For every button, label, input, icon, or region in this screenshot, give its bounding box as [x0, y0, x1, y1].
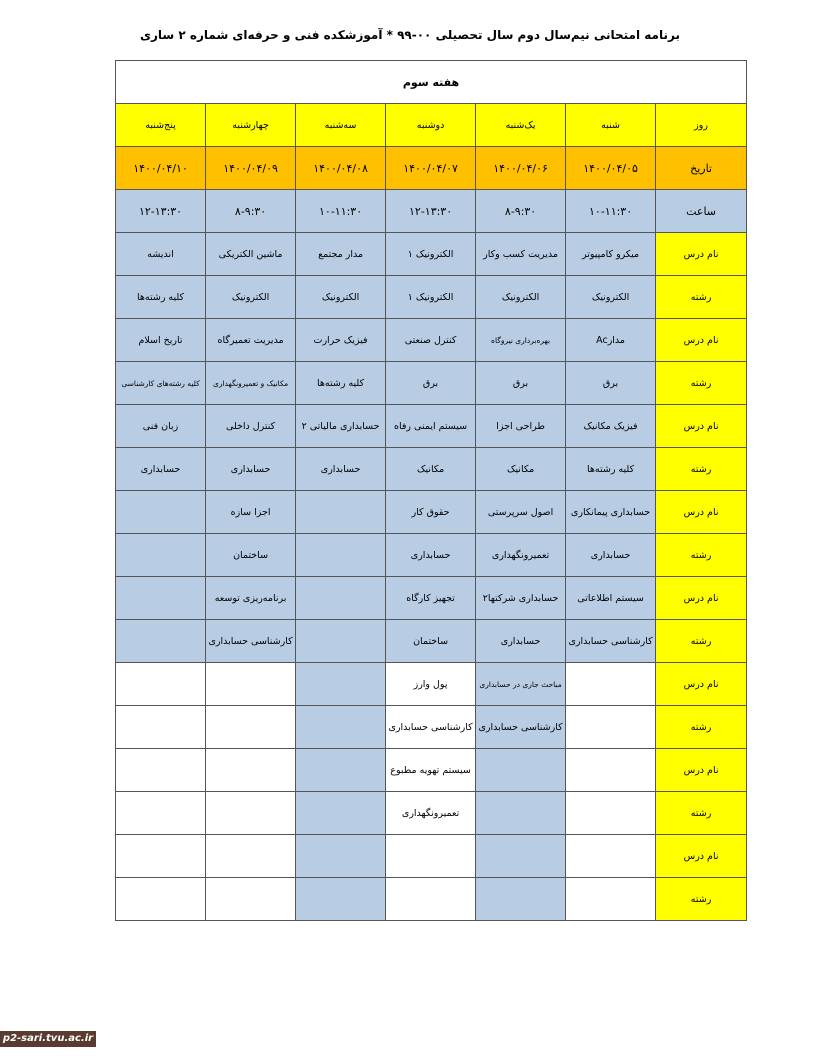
course-cell: برق — [566, 362, 656, 405]
course-cell — [476, 749, 566, 792]
course-cell — [116, 663, 206, 706]
course-cell: زبان فنی — [116, 405, 206, 448]
course-cell — [116, 706, 206, 749]
date-cell: ۱۴۰۰/۰۴/۱۰ — [116, 147, 206, 190]
course-cell: برق — [476, 362, 566, 405]
schedule-row — [116, 319, 747, 362]
day-cell: دوشنبه — [386, 104, 476, 147]
course-cell — [386, 835, 476, 878]
schedule-row — [116, 362, 747, 405]
course-cell: فیزیک حرارت — [296, 319, 386, 362]
course-cell — [206, 749, 296, 792]
course-cell — [566, 749, 656, 792]
course-cell: سیستم تهویه مطبوع — [386, 749, 476, 792]
row-label-cell: نام درس — [656, 749, 747, 792]
course-cell — [566, 792, 656, 835]
schedule-row — [116, 663, 747, 706]
time-cell: ۱۰-۱۱:۳۰ — [296, 190, 386, 233]
course-cell: کارشناسی حسابداری — [566, 620, 656, 663]
course-cell: حسابداری — [566, 534, 656, 577]
course-cell — [296, 491, 386, 534]
day-cell: پنج‌شنبه — [116, 104, 206, 147]
course-cell: مدیریت کسب وکار — [476, 233, 566, 276]
course-cell — [386, 878, 476, 921]
course-cell: اصول سرپرستی — [476, 491, 566, 534]
time-cell: ۱۲-۱۳:۳۰ — [386, 190, 476, 233]
schedule-row — [116, 448, 747, 491]
course-cell: تعمیرونگهداری — [476, 534, 566, 577]
row-label-cell: رشته — [656, 620, 747, 663]
row-label-cell: نام درس — [656, 233, 747, 276]
course-cell — [296, 534, 386, 577]
course-cell: کلیه رشته‌ها — [566, 448, 656, 491]
course-cell — [476, 792, 566, 835]
course-cell: تعمیرونگهداری — [386, 792, 476, 835]
course-cell: کنترل صنعتی — [386, 319, 476, 362]
course-cell — [116, 491, 206, 534]
course-cell: برنامه‌ریزی توسعه — [206, 577, 296, 620]
course-cell — [116, 835, 206, 878]
course-cell: حسابداری شرکتها۲ — [476, 577, 566, 620]
course-cell: ساختمان — [386, 620, 476, 663]
course-cell: سیستم ایمنی رفاه — [386, 405, 476, 448]
course-cell — [116, 878, 206, 921]
course-cell: کارشناسی حسابداری — [386, 706, 476, 749]
schedule-row — [116, 491, 747, 534]
course-cell — [116, 577, 206, 620]
course-cell: فیزیک مکانیک — [566, 405, 656, 448]
course-cell — [296, 577, 386, 620]
course-cell — [296, 835, 386, 878]
course-cell: اندیشه — [116, 233, 206, 276]
course-cell: الکترونیک ۱ — [386, 233, 476, 276]
course-cell: حسابداری — [386, 534, 476, 577]
days-row — [116, 104, 747, 147]
course-cell: حقوق کار — [386, 491, 476, 534]
date-cell: ۱۴۰۰/۰۴/۰۶ — [476, 147, 566, 190]
course-cell: کلیه رشته‌ها — [116, 276, 206, 319]
course-cell — [296, 620, 386, 663]
row-label-cell: رشته — [656, 878, 747, 921]
schedule-row — [116, 405, 747, 448]
course-cell — [206, 792, 296, 835]
course-cell — [116, 792, 206, 835]
course-cell — [296, 663, 386, 706]
course-cell: حسابداری — [476, 620, 566, 663]
dates-row — [116, 147, 747, 190]
course-cell: ساختمان — [206, 534, 296, 577]
row-label-cell: رشته — [656, 706, 747, 749]
course-cell: الکترونیک — [206, 276, 296, 319]
course-cell — [116, 620, 206, 663]
course-cell: الکترونیک — [566, 276, 656, 319]
row-label-cell: رشته — [656, 276, 747, 319]
schedule-row — [116, 792, 747, 835]
course-cell — [566, 663, 656, 706]
row-label-cell: نام درس — [656, 491, 747, 534]
course-cell: بهره‌برداری نیروگاه — [476, 319, 566, 362]
course-cell: الکترونیک ۱ — [386, 276, 476, 319]
times-row — [116, 190, 747, 233]
course-cell — [296, 706, 386, 749]
schedule-row — [116, 534, 747, 577]
course-cell — [116, 749, 206, 792]
course-cell: الکترونیک — [296, 276, 386, 319]
course-cell: میکرو کامپیوتر — [566, 233, 656, 276]
course-cell: حسابداری مالیاتی ۲ — [296, 405, 386, 448]
course-cell: الکترونیک — [476, 276, 566, 319]
row-label-cell: رشته — [656, 534, 747, 577]
schedule-row — [116, 749, 747, 792]
time-label-cell: ساعت — [656, 190, 747, 233]
course-cell: کارشناسی حسابداری — [206, 620, 296, 663]
course-cell — [296, 792, 386, 835]
course-cell — [566, 706, 656, 749]
course-cell: تجهیز کارگاه — [386, 577, 476, 620]
row-label-cell: نام درس — [656, 319, 747, 362]
course-cell: مکانیک و تعمیرونگهداری — [206, 362, 296, 405]
day-cell: یک‌شنبه — [476, 104, 566, 147]
course-cell: کنترل داخلی — [206, 405, 296, 448]
schedule-row — [116, 233, 747, 276]
schedule-row — [116, 276, 747, 319]
schedule-row — [116, 706, 747, 749]
schedule-row — [116, 878, 747, 921]
course-cell: حسابداری — [206, 448, 296, 491]
course-cell — [206, 663, 296, 706]
row-label-cell: رشته — [656, 362, 747, 405]
schedule-row — [116, 835, 747, 878]
course-cell — [476, 878, 566, 921]
course-cell: پول وارز — [386, 663, 476, 706]
course-cell: تاریخ اسلام — [116, 319, 206, 362]
exam-schedule-table — [115, 60, 747, 921]
date-cell: ۱۴۰۰/۰۴/۰۷ — [386, 147, 476, 190]
course-cell — [566, 835, 656, 878]
course-cell — [296, 749, 386, 792]
day-cell: سه‌شنبه — [296, 104, 386, 147]
course-cell — [206, 878, 296, 921]
course-cell: حسابداری — [296, 448, 386, 491]
week-header: هفته سوم — [116, 61, 747, 104]
day-label-cell: روز — [656, 104, 747, 147]
schedule-row — [116, 620, 747, 663]
course-cell — [566, 878, 656, 921]
course-cell: مباحث جاری در حسابداری — [476, 663, 566, 706]
course-cell: برق — [386, 362, 476, 405]
time-cell: ۸-۹:۳۰ — [206, 190, 296, 233]
site-logo: p2-sari.tvu.ac.ir — [0, 1031, 96, 1047]
schedule-row — [116, 577, 747, 620]
row-label-cell: نام درس — [656, 835, 747, 878]
course-cell — [116, 534, 206, 577]
course-cell — [206, 835, 296, 878]
row-label-cell: رشته — [656, 448, 747, 491]
course-cell — [476, 835, 566, 878]
date-cell: ۱۴۰۰/۰۴/۰۸ — [296, 147, 386, 190]
course-cell: ماشین الکتریکی — [206, 233, 296, 276]
day-cell: شنبه — [566, 104, 656, 147]
course-cell: مکانیک — [386, 448, 476, 491]
course-cell: سیستم اطلاعاتی — [566, 577, 656, 620]
row-label-cell: نام درس — [656, 663, 747, 706]
course-cell: حسابداری — [116, 448, 206, 491]
course-cell: حسابداری پیمانکاری — [566, 491, 656, 534]
time-cell: ۸-۹:۳۰ — [476, 190, 566, 233]
course-cell — [206, 706, 296, 749]
course-cell: کارشناسی حسابداری — [476, 706, 566, 749]
row-label-cell: رشته — [656, 792, 747, 835]
date-label-cell: تاریخ — [656, 147, 747, 190]
date-cell: ۱۴۰۰/۰۴/۰۵ — [566, 147, 656, 190]
course-cell: مدارAc — [566, 319, 656, 362]
row-label-cell: نام درس — [656, 577, 747, 620]
course-cell: کلیه رشته‌های کارشناسی — [116, 362, 206, 405]
course-cell: مدار مجتمع — [296, 233, 386, 276]
course-cell: مدیریت تعمیرگاه — [206, 319, 296, 362]
row-label-cell: نام درس — [656, 405, 747, 448]
course-cell: مکانیک — [476, 448, 566, 491]
day-cell: چهارشنبه — [206, 104, 296, 147]
time-cell: ۱۲-۱۳:۳۰ — [116, 190, 206, 233]
time-cell: ۱۰-۱۱:۳۰ — [566, 190, 656, 233]
date-cell: ۱۴۰۰/۰۴/۰۹ — [206, 147, 296, 190]
page-title: برنامه امتحانی نیم‌سال دوم سال تحصیلی ۰۰-۹۹ * آموزشکده فنی و حرفه‌ای شماره ۲ ساری — [140, 28, 680, 42]
course-cell — [296, 878, 386, 921]
course-cell: اجزا سازه — [206, 491, 296, 534]
course-cell: کلیه رشته‌ها — [296, 362, 386, 405]
course-cell: طراحی اجزا — [476, 405, 566, 448]
